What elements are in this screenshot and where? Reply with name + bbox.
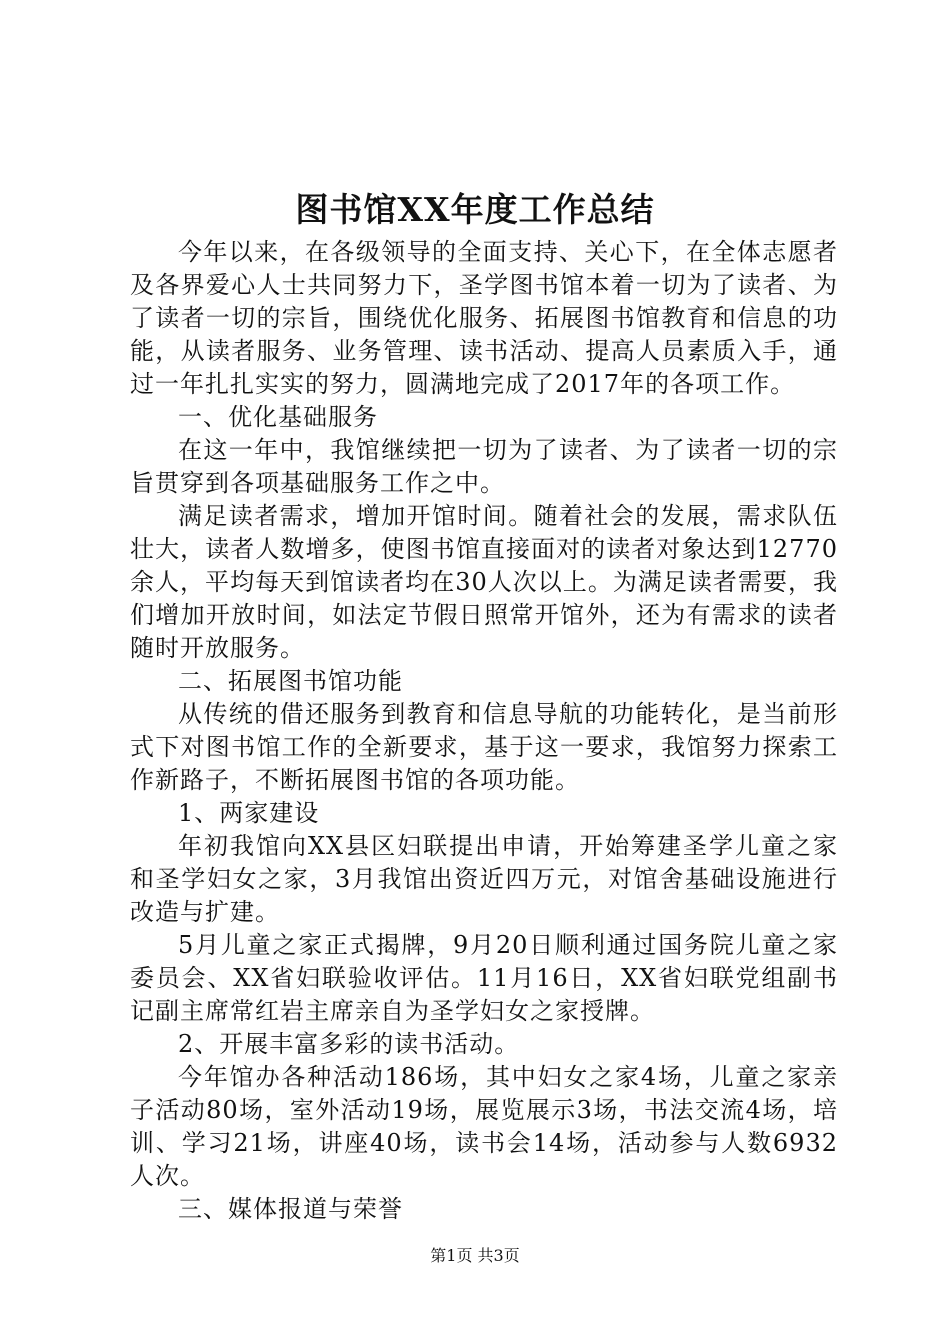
body-paragraph: 从传统的借还服务到教育和信息导航的功能转化，是当前形式下对图书馆工作的全新要求，基于这一要求，我馆努力探索工作新路子，不断拓展图书馆的各项功能。	[130, 700, 838, 794]
body-paragraph: 今年馆办各种活动186场，其中妇女之家4场，儿童之家亲子活动80场，室外活动19场，展览展示3场，书法交流4场，培训、学习21场，讲座40场，读书会14场，活动参与人数6932人次。	[130, 1063, 838, 1190]
page-footer: 第1页 共3页	[430, 1246, 520, 1265]
subsection-heading-1: 1、两家建设	[178, 799, 320, 827]
body-paragraph: 满足读者需求，增加开馆时间。随着社会的发展，需求队伍壮大，读者人数增多，使图书馆直接面对的读者对象达到12770余人，平均每天到馆读者均在30人次以上。为满足读者需要，我们增加开放时间，如法定节假日照常开馆外，还为有需求的读者随时开放服务。	[130, 502, 838, 662]
section-heading-1: 一、优化基础服务	[178, 403, 378, 431]
body-paragraph: 5月儿童之家正式揭牌，9月20日顺利通过国务院儿童之家委员会、XX省妇联验收评估。11月16日，XX省妇联党组副书记副主席常红岩主席亲自为圣学妇女之家授牌。	[130, 931, 838, 1025]
intro-paragraph: 今年以来，在各级领导的全面支持、关心下，在全体志愿者及各界爱心人士共同努力下，圣学图书馆本着一切为了读者、为了读者一切的宗旨，围绕优化服务、拓展图书馆教育和信息的功能，从读者服务、业务管理、读书活动、提高人员素质入手，通过一年扎扎实实的努力，圆满地完成了2017年的各项工作。	[130, 238, 838, 398]
document-body	[130, 236, 838, 1226]
body-paragraph: 在这一年中，我馆继续把一切为了读者、为了读者一切的宗旨贯穿到各项基础服务工作之中。	[130, 436, 838, 497]
section-heading-3: 三、媒体报道与荣誉	[178, 1195, 403, 1223]
document-title: 图书馆XX年度工作总结	[295, 190, 655, 229]
subsection-heading-2: 2、开展丰富多彩的读书活动。	[178, 1030, 520, 1058]
body-paragraph: 年初我馆向XX县区妇联提出申请，开始筹建圣学儿童之家和圣学妇女之家，3月我馆出资近四万元，对馆舍基础设施进行改造与扩建。	[130, 832, 838, 926]
section-heading-2: 二、拓展图书馆功能	[178, 667, 403, 695]
